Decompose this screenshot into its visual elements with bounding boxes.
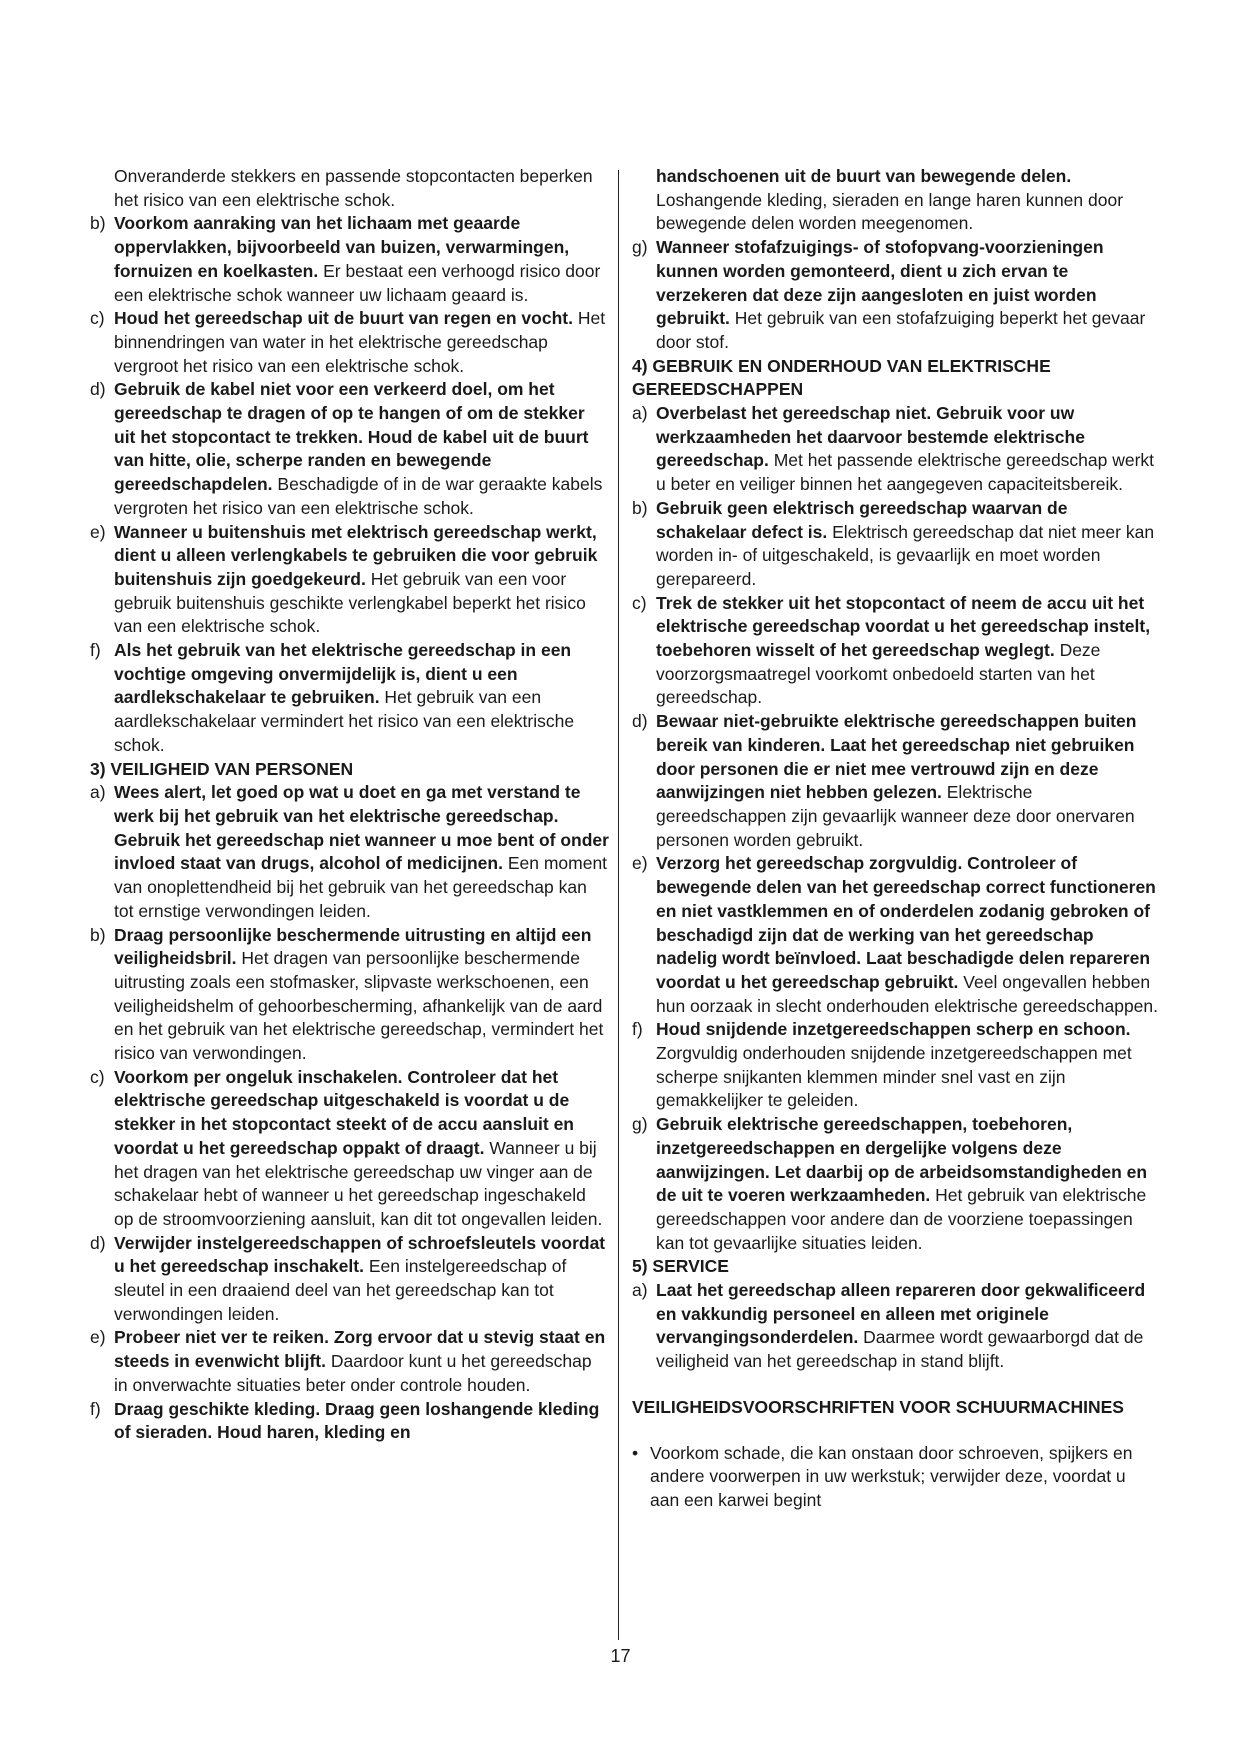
- item-text: Het gebruik van een stofafzuiging beperkt het gevaar door stof.: [656, 308, 1146, 352]
- item-marker: d): [90, 1232, 106, 1253]
- paragraph: [90, 165, 610, 212]
- item-bold-text: Laat het gereedschap alleen repareren door gekwalificeerd en vakkundig personeel en alleen met originele vervangingsonderdelen.: [656, 1280, 1146, 1348]
- item-marker: f): [90, 640, 101, 661]
- item-marker: e): [90, 1327, 106, 1348]
- item-bold-text: Probeer niet ver te reiken. Zorg ervoor dat u stevig staat en steeds in evenwicht blijft.: [114, 1327, 606, 1372]
- left-column: [90, 165, 610, 1445]
- list-item: [90, 378, 610, 520]
- item-bold-text: Wees alert, let goed op wat u doet en ga met verstand te werk bij het gebruik van het elektrische gereedschap. Gebruik het gereedschap niet wanneer u moe bent of onder invloed staat van drugs, alcohol of medicijnen.: [114, 782, 609, 874]
- item-text: Beschadigde of in de war geraakte kabels vergroten het risico van een elektrische schok.: [114, 474, 603, 518]
- item-bold-text: Als het gebruik van het elektrische gereedschap in een vochtige omgeving onvermijdelijk is, dient u een aardlekschakelaar te gebruiken.: [114, 640, 572, 708]
- item-text: Loshangende kleding, sieraden en lange haren kunnen door bewegende delen worden meegenomen.: [656, 189, 1124, 234]
- item-bold-text: handschoenen uit de buurt van bewegende delen.: [656, 166, 1072, 186]
- item-bold-text: Draag persoonlijke beschermende uitrusting en altijd een veiligheidsbril.: [114, 924, 592, 969]
- item-marker: b): [90, 213, 106, 234]
- item-marker: c): [90, 308, 105, 329]
- item-text: Met het passende elektrische gereedschap werkt u beter en veiliger binnen het aangegeven capaciteitsbereik.: [656, 450, 1155, 495]
- item-bold-text: Trek de stekker uit het stopcontact of neem de accu uit het elektrische gereedschap voordat u het gereedschap instelt, toebehoren wisselt of het gereedschap weglegt.: [656, 592, 1151, 661]
- item-bold-text: Verzorg het gereedschap zorgvuldig. Controleer of bewegende delen van het gereedschap correct functioneren en niet vastklemmen en of onderdelen zodanig gebroken of beschadigd zijn dat de werking van het gereedschap nadelig wordt beïnvloed. Laat beschadigde delen repareren voordat u het gereedschap gebruikt.: [656, 853, 1156, 992]
- item-text: Het gebruik van elektrische gereedschappen voor andere dan de voorziene toepassingen kan tot gevaarlijke situaties leiden.: [656, 1185, 1147, 1253]
- item-bold-text: Gebruik geen elektrisch gereedschap waarvan de schakelaar defect is.: [656, 497, 1068, 542]
- column-divider: [618, 170, 619, 1640]
- list-item: [90, 212, 610, 307]
- section-heading: 5) SERVICE: [632, 1256, 729, 1277]
- list-item: [632, 1113, 1158, 1255]
- paragraph: [632, 165, 1158, 236]
- item-bold-text: Wanneer stofafzuigings- of stofopvang-voorzieningen kunnen worden gemonteerd, dient u zich ervan te verzekeren dat deze zijn aangesloten en juist worden gebruikt.: [656, 237, 1104, 329]
- list-item: [90, 781, 610, 923]
- list-item: [90, 1326, 610, 1397]
- list-item: [632, 592, 1158, 711]
- list-item: [632, 852, 1158, 1018]
- item-marker: c): [90, 1066, 105, 1087]
- page-number: 17: [610, 1646, 631, 1666]
- item-marker: f): [90, 1398, 101, 1419]
- item-marker: f): [632, 1019, 643, 1040]
- item-marker: c): [632, 592, 647, 613]
- list-item: [632, 1279, 1158, 1374]
- item-marker: b): [90, 924, 106, 945]
- bullet-item: [632, 1442, 1158, 1513]
- list-item: [90, 1398, 610, 1445]
- item-marker: a): [90, 782, 106, 803]
- item-text: Veel ongevallen hebben hun oorzaak in slecht onderhouden elektrische gereedschappen.: [656, 971, 1159, 1016]
- list-item: [632, 236, 1158, 355]
- item-marker: d): [632, 711, 648, 732]
- item-text: Daarmee wordt gewaarborgd dat de veiligheid van het gereedschap in stand blijft.: [656, 1327, 1144, 1372]
- list-item: [632, 497, 1158, 592]
- item-text: Er bestaat een verhoogd risico door een elektrische schok wanneer uw lichaam geaard is.: [114, 260, 601, 305]
- item-bold-text: Verwijder instelgereedschappen of schroefsleutels voordat u het gereedschap inschakelt.: [114, 1232, 606, 1277]
- item-marker: a): [632, 403, 648, 424]
- item-text: Daardoor kunt u het gereedschap in onverwachte situaties beter onder controle houden.: [114, 1351, 592, 1395]
- list-item: [632, 1018, 1158, 1113]
- item-bold-text: Houd snijdende inzetgereedschappen scherp en schoon.: [656, 1019, 1131, 1040]
- item-text: Deze voorzorgsmaatregel voorkomt onbedoeld starten van het gereedschap.: [656, 640, 1101, 708]
- item-text: Het gebruik van een voor gebruik buitenshuis geschikte verlengkabel beperkt het risico van een elektrische schok.: [114, 568, 586, 637]
- item-bold-text: Draag geschikte kleding. Draag geen loshangende kleding of sieraden. Houd haren, kleding en: [114, 1398, 600, 1443]
- item-bold-text: Voorkom per ongeluk inschakelen. Controleer dat het elektrische gereedschap uitgeschakeld is voordat u de stekker in het stopcontact steekt of de accu aansluit en voordat u het gereedschap oppakt of draagt.: [114, 1066, 574, 1158]
- section-heading: 3) VEILIGHEID VAN PERSONEN: [90, 758, 354, 779]
- item-text: Elektrische gereedschappen zijn gevaarlijk wanneer deze door onervaren personen worden gebruikt.: [656, 782, 1135, 850]
- section-heading: 4) GEBRUIK EN ONDERHOUD VAN ELEKTRISCHE GEREEDSCHAPPEN: [632, 355, 1051, 400]
- right-column: [632, 165, 1158, 1513]
- bullet-list: [632, 1442, 1158, 1513]
- item-bold-text: Houd het gereedschap uit de buurt van regen en vocht.: [114, 308, 573, 329]
- bullet-marker: •: [632, 1442, 639, 1463]
- list-item: [632, 710, 1158, 852]
- item-bold-text: Wanneer u buitenshuis met elektrisch gereedschap werkt, dient u alleen verlengkabels te gebruiken die voor gebruik buitenshuis zijn goedgekeurd.: [114, 521, 598, 589]
- item-text: Een instelgereedschap of sleutel in een draaiend deel van het gereedschap kan tot verwondingen leiden.: [114, 1256, 567, 1324]
- bullet-text: Voorkom schade, die kan onstaan door schroeven, spijkers en andere voorwerpen in uw werkstuk; verwijder deze, voordat u aan een karwei begint: [650, 1442, 1133, 1510]
- item-text: Een moment van onoplettendheid bij het gebruik van het gereedschap kan tot ernstige verwondingen leiden.: [114, 853, 608, 921]
- list-item: [90, 521, 610, 640]
- item-bold-text: Overbelast het gereedschap niet. Gebruik voor uw werkzaamheden het daarvoor bestemde elektrische gereedschap.: [656, 403, 1085, 471]
- item-bold-text: Voorkom aanraking van het lichaam met geaarde oppervlakken, bijvoorbeeld van buizen, verwarmingen, fornuizen en koelkasten.: [114, 213, 570, 281]
- list-item: [90, 639, 610, 758]
- item-bold-text: Gebruik elektrische gereedschappen, toebehoren, inzetgereedschappen en dergelijke volgens deze aanwijzingen. Let daarbij op de arbeidsomstandigheden en de uit te voeren werkzaamheden.: [656, 1114, 1148, 1206]
- item-text: Wanneer u bij het dragen van het elektrische gereedschap uw vinger aan de schakelaar hebt of wanneer u het gereedschap ingeschakeld op de stroomvoorziening aansluit, kan dit tot ongevallen leiden.: [114, 1137, 603, 1229]
- item-text: Het gebruik van een aardlekschakelaar vermindert het risico van een elektrische schok.: [114, 687, 575, 755]
- item-text: Elektrisch gereedschap dat niet meer kan worden in- of uitgeschakeld, is gevaarlijk en moet worden gerepareerd.: [656, 521, 1155, 589]
- list-item: [632, 402, 1158, 497]
- item-marker: g): [632, 1114, 648, 1135]
- item-marker: e): [632, 853, 648, 874]
- item-marker: b): [632, 497, 648, 518]
- section-title: VEILIGHEIDSVOORSCHRIFTEN VOOR SCHUURMACHINES: [632, 1396, 1124, 1417]
- item-text: Onveranderde stekkers en passende stopcontacten beperken het risico van een elektrische schok.: [114, 166, 593, 210]
- item-text: Het binnendringen van water in het elektrische gereedschap vergroot het risico van een elektrische schok.: [114, 308, 606, 376]
- item-marker: g): [632, 237, 648, 258]
- list-item: [90, 1066, 610, 1232]
- list-item: [90, 307, 610, 378]
- item-text: Zorgvuldig onderhouden snijdende inzetgereedschappen met scherpe snijkanten klemmen minder snel vast en zijn gemakkelijker te geleiden.: [656, 1043, 1132, 1111]
- item-marker: a): [632, 1280, 648, 1301]
- item-marker: d): [90, 379, 106, 400]
- item-text: Het dragen van persoonlijke beschermende uitrusting zoals een stofmasker, slipvaste werkschoenen, een veiligheidshelm of gehoorbescherming, afhankelijk van de aard en het gebruik van het elektrische gereedschap, vermindert het risico van verwondingen.: [114, 948, 604, 1064]
- list-item: [90, 924, 610, 1066]
- item-bold-text: Bewaar niet-gebruikte elektrische gereedschappen buiten bereik van kinderen. Laat het gereedschap niet gebruiken door personen die er niet mee vertrouwd zijn en deze aanwijzingen niet hebben gelezen.: [656, 711, 1137, 803]
- list-item: [90, 1232, 610, 1327]
- item-marker: e): [90, 521, 106, 542]
- item-bold-text: Gebruik de kabel niet voor een verkeerd doel, om het gereedschap te dragen of op te hangen of om de stekker uit het stopcontact te trekken. Houd de kabel uit de buurt van hitte, olie, scherpe randen en bewegende gereedschapdelen.: [114, 379, 589, 495]
- right-items: [632, 165, 1158, 1374]
